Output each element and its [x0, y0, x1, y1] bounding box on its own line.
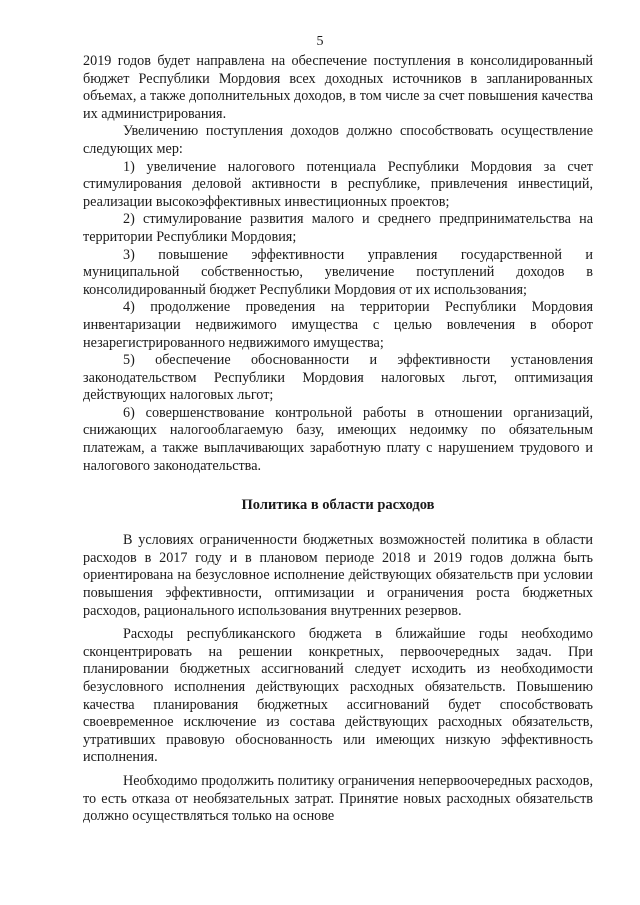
list-item-4: 4) продолжение проведения на территории Республики Мордовия инвентаризации недвижимого имущества с целью вовлечения в оборот незарегистрированного недвижимого имущества; — [83, 299, 593, 351]
paragraph-continuation: 2019 годов будет направлена на обеспечение поступления в консолидированный бюджет Республики Мордовия всех доходных источников в запланированных объемах, а также дополнительных доходов, в том числе за счет повышения качества их администрирования. — [83, 53, 593, 122]
section-heading: Политика в области расходов — [241, 497, 435, 514]
list-item-2: 2) стимулирование развития малого и среднего предпринимательства на территории Республики Мордовия; — [83, 211, 593, 245]
paragraph-measures-intro: Увеличению поступления доходов должно способствовать осуществление следующих мер: — [83, 123, 593, 157]
paragraph-budget-expenses: Расходы республиканского бюджета в ближайшие годы необходимо сконцентрировать на решении конкретных, первоочередных задач. При планировании бюджетных ассигнований следует исходить из необходимости безусловного исполнения действующих расходных обязательств. Повышению качества планирования бюджетных ассигнований будет способствовать своевременное исключение из состава действующих расходных обязательств, утративших правовую обоснованность или имеющих низкую эффективность исполнения. — [83, 626, 593, 766]
paragraph-expenditure-policy: В условиях ограниченности бюджетных возможностей политика в области расходов в 2017 году и в плановом периоде 2018 и 2019 годов должна быть ориентирована на безусловное исполнение действующих обязательств при условии повышения эффективности, оптимизации и ограничения роста бюджетных расходов, рационального использования внутренних резервов. — [83, 532, 593, 619]
list-item-3: 3) повышение эффективности управления государственной и муниципальной собственностью, увеличение поступлений доходов в консолидированный бюджет Республики Мордовия от их использования; — [83, 246, 593, 298]
page-number: 5 — [316, 34, 324, 49]
paragraph-limit-expenses: Необходимо продолжить политику ограничения непервоочередных расходов, то есть отказа от необязательных затрат. Принятие новых расходных обязательств должно осуществляться только на основе — [83, 772, 593, 825]
page-content — [83, 53, 593, 826]
list-item-6: 6) совершенствование контрольной работы в отношении организаций, снижающих налогооблагаемую базу, имеющих недоимку по обязательным платежам, а также выплачивающих заработную плату с нарушением трудового и налогового законодательства. — [83, 404, 593, 474]
list-item-5: 5) обеспечение обоснованности и эффективности установления законодательством Республики Мордовия налоговых льгот, оптимизация действующих налоговых льгот; — [83, 352, 593, 404]
list-item-1: 1) увеличение налогового потенциала Республики Мордовия за счет стимулирования деловой активности в республике, привлечения инвестиций, реализации высокоэффективных инвестиционных проектов; — [83, 158, 593, 210]
